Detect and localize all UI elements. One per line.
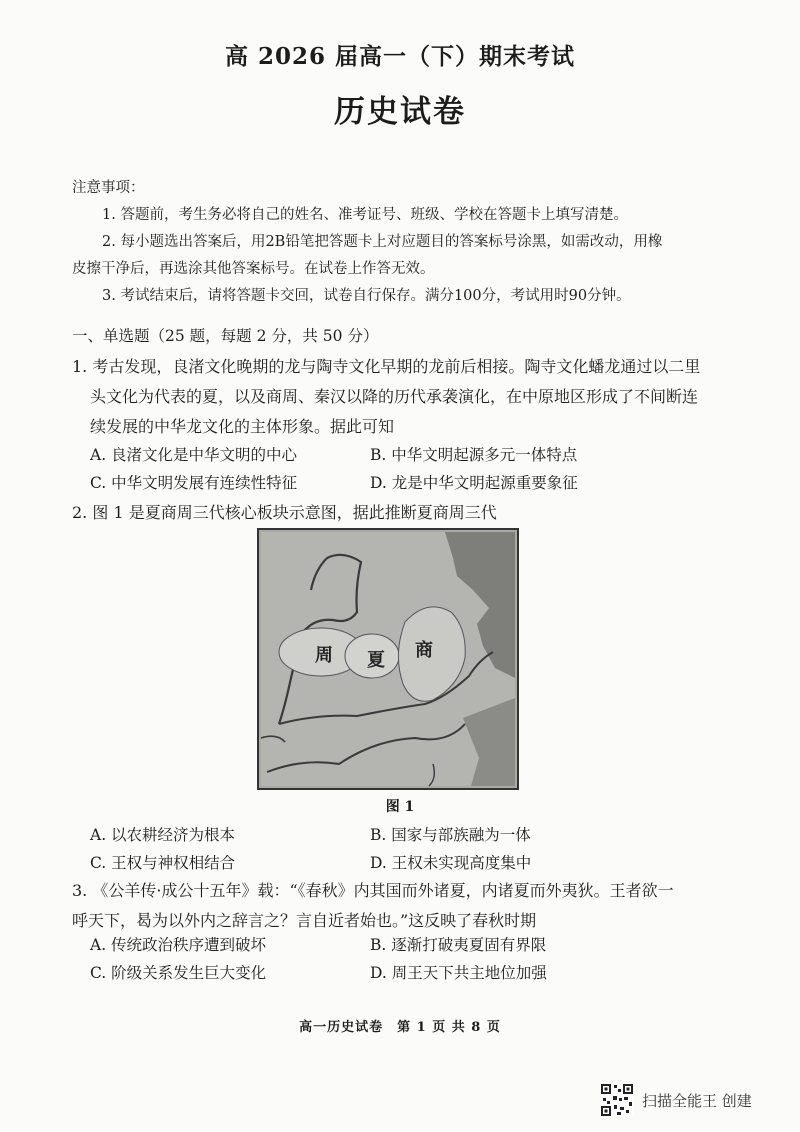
question-line: 2. 图 1 是夏商周三代核心板块示意图，据此推断夏商周三代 — [72, 503, 497, 522]
question-line: 续发展的中华龙文化的主体形象。据此可知 — [90, 417, 395, 436]
notes-item: 3. 考试结束后，请将答题卡交回，试卷自行保存。满分100分，考试用时90分钟。 — [102, 288, 631, 304]
scanner-watermark — [600, 1083, 752, 1117]
option-c: C. 阶级关系发生巨大变化 — [90, 964, 267, 982]
notes-item: 2. 每小题选出答案后，用2B铅笔把答题卡上对应题目的答案标号涂黑，如需改动，用橡 — [102, 234, 663, 250]
figure-caption: 图 1 — [385, 799, 415, 815]
option-b: B. 逐渐打破夷夏固有界限 — [370, 936, 547, 954]
option-a: A. 良渚文化是中华文明的中心 — [90, 446, 298, 464]
question-2 — [72, 498, 722, 528]
exam-title: 高 2026 届高一（下）期末考试 — [224, 43, 576, 70]
region-label-shang: 商 — [415, 640, 433, 661]
option-d: D. 龙是中华文明起源重要象征 — [370, 474, 578, 492]
question-2-options — [90, 820, 690, 876]
qr-code-icon — [600, 1083, 634, 1117]
option-d: D. 周王天下共主地位加强 — [370, 964, 547, 982]
region-label-zhou: 周 — [315, 645, 333, 666]
option-c: C. 中华文明发展有连续性特征 — [90, 474, 298, 492]
question-line: 3. 《公羊传·成公十五年》载：“《春秋》内其国而外诸夏，内诸夏而外夷狄。王者欲一 — [72, 881, 674, 900]
notes-block — [72, 175, 712, 310]
question-line: 头文化为代表的夏，以及商周、秦汉以降的历代承袭演化，在中原地区形成了不间断连 — [90, 387, 699, 406]
region-label-xia: 夏 — [367, 650, 385, 671]
option-d: D. 王权未实现高度集中 — [370, 854, 532, 872]
question-line: 呼天下，曷为以外内之辞言之？言自近者始也。”这反映了春秋时期 — [72, 911, 537, 930]
question-1-options — [90, 440, 690, 496]
notes-item: 皮擦干净后，再选涂其他答案标号。在试卷上作答无效。 — [72, 261, 435, 277]
option-b: B. 国家与部族融为一体 — [370, 826, 531, 844]
section-title: 一、单选题（25 题，每题 2 分，共 50 分） — [72, 327, 379, 345]
option-b: B. 中华文明起源多元一体特点 — [370, 446, 578, 464]
xia-shang-zhou-map — [257, 528, 519, 790]
question-3 — [72, 876, 722, 936]
option-c: C. 王权与神权相结合 — [90, 854, 236, 872]
option-a: A. 以农耕经济为根本 — [90, 826, 236, 844]
question-3-options — [90, 930, 690, 986]
notes-item: 1. 答题前，考生务必将自己的姓名、准考证号、班级、学校在答题卡上填写清楚。 — [102, 207, 628, 223]
question-line: 1. 考古发现，良渚文化晚期的龙与陶寺文化早期的龙前后相接。陶寺文化蟠龙通过以二里 — [72, 357, 701, 376]
subject-title: 历史试卷 — [334, 94, 466, 130]
notes-heading: 注意事项： — [72, 180, 145, 196]
watermark-text: 扫描全能王 创建 — [642, 1091, 752, 1110]
page-footer: 高一历史试卷 第 1 页 共 8 页 — [299, 1020, 501, 1035]
question-1 — [72, 352, 722, 442]
option-a: A. 传统政治秩序遭到破坏 — [90, 936, 267, 954]
